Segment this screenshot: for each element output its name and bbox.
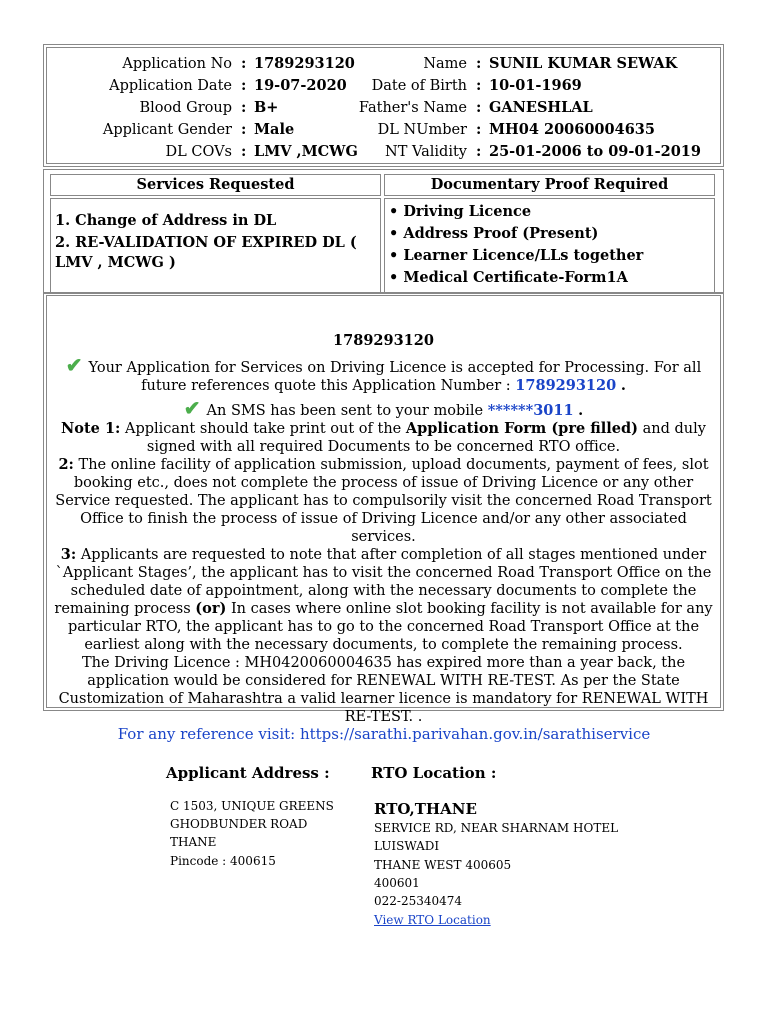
address-line: GHODBUNDER ROAD <box>170 817 308 831</box>
proof-list <box>384 198 715 294</box>
row-name <box>347 54 717 76</box>
services-box <box>43 169 724 294</box>
value-dl-number: MH04 20060004635 <box>489 121 655 138</box>
row-blood-group <box>47 98 377 120</box>
colon: : <box>241 143 247 160</box>
value-name: SUNIL KUMAR SEWAK <box>489 55 678 72</box>
service-item: 2. RE-VALIDATION OF EXPIRED DL ( LMV , MCWG ) <box>55 234 357 271</box>
check-icon: ✔ <box>65 353 83 377</box>
colon: : <box>241 77 247 94</box>
value-blood-group: B+ <box>254 99 279 116</box>
applicant-address-label: Applicant Address : <box>166 764 330 782</box>
row-nt-validity <box>347 142 717 164</box>
note3-or: (or) <box>195 600 227 617</box>
value-dob: 10-01-1969 <box>489 77 582 94</box>
expired-note: The Driving Licence : MH0420060004635 has expired more than a year back, the application would be considered for RENEWAL WITH RE-TEST. As per the State Customization of Maharashtra a valid learner licence is mandatory for RENEWAL WITH RE-TEST. . <box>58 655 709 725</box>
period: . <box>578 402 584 419</box>
row-application-date <box>47 76 377 98</box>
note2-text: The online facility of application submission, upload documents, payment of fees, slot booking etc., does not complete the process of issue of Driving Licence or any other Service requested. The applicant has to compulsorily visit the concerned Road Transport Office to finish the process of issue of Driving Licence and/or any other associated services. <box>55 457 712 545</box>
colon: : <box>476 143 482 160</box>
service-item: 1. Change of Address in DL <box>55 212 277 229</box>
rto-address-line: 400601 <box>374 876 420 890</box>
accepted-text: Your Application for Services on Driving Licence is accepted for Processing. For all future references quote this Application Number : <box>88 360 702 394</box>
note1-post: and duly signed with all required Documents to be concerned RTO office. <box>146 421 706 455</box>
note1-label: Note 1: <box>61 420 121 437</box>
colon: : <box>241 99 247 116</box>
label-application-no: Application No <box>122 56 232 72</box>
rto-name: RTO,THANE <box>374 800 477 818</box>
check-icon: ✔ <box>183 396 201 420</box>
value-nt-validity: 25-01-2006 to 09-01-2019 <box>489 143 701 160</box>
note-3 <box>51 546 716 654</box>
address-line: C 1503, UNIQUE GREENS <box>170 799 334 813</box>
proof-header: Documentary Proof Required <box>384 174 715 196</box>
rto-address-line: SERVICE RD, NEAR SHARNAM HOTEL <box>374 821 619 835</box>
period: . <box>620 377 626 394</box>
proof-item: • Learner Licence/LLs together <box>389 247 644 264</box>
note3-label: 3: <box>60 546 77 563</box>
accepted-number: 1789293120 <box>515 377 617 394</box>
note3-pre: Applicants are requested to note that after completion of all stages mentioned under `Applicant Stages’, the applicant has to visit the concerned Road Transport Office on the scheduled date of appointment, along with the necessary documents to complete the remaining process <box>54 547 712 617</box>
rto-location-label: RTO Location : <box>371 764 497 782</box>
label-blood-group: Blood Group <box>139 100 232 116</box>
label-father: Father's Name <box>358 100 467 116</box>
colon: : <box>476 77 482 94</box>
sms-text: An SMS has been sent to your mobile <box>206 403 484 419</box>
row-gender <box>47 120 377 142</box>
address-line: THANE <box>170 835 217 849</box>
row-father <box>347 98 717 120</box>
view-rto-location-link[interactable]: View RTO Location <box>374 913 491 927</box>
applicant-details-inner <box>46 47 721 164</box>
label-nt-validity: NT Validity <box>385 144 467 160</box>
value-dl-covs: LMV ,MCWG <box>254 143 358 160</box>
label-gender: Applicant Gender <box>102 122 232 138</box>
sms-mobile: ******3011 <box>487 402 574 419</box>
rto-phone: 022-25340474 <box>374 894 463 908</box>
value-father: GANESHLAL <box>489 99 593 116</box>
reference-link[interactable]: For any reference visit: https://sarathi.parivahan.gov.in/sarathiservice <box>117 725 651 743</box>
address-line: Pincode : 400615 <box>170 854 276 868</box>
services-header: Services Requested <box>50 174 381 196</box>
rto-address-line: LUISWADI <box>374 839 440 853</box>
colon: : <box>241 55 247 72</box>
proof-item: • Driving Licence <box>389 203 532 220</box>
proof-item: • Address Proof (Present) <box>389 225 599 242</box>
services-table <box>46 172 721 291</box>
message-inner <box>46 295 721 725</box>
colon: : <box>476 55 482 72</box>
colon: : <box>476 99 482 116</box>
proof-item: • Medical Certificate-Form1A <box>389 269 628 286</box>
services-list <box>50 198 381 294</box>
note-1 <box>51 420 716 456</box>
sms-message <box>51 396 716 420</box>
label-name: Name <box>423 56 467 72</box>
note3-post: In cases where online slot booking facility is not available for any particular RTO, the applicant has to go to the concerned Road Transport Office at the earliest along with the necessary documents, to complete the remaining process. <box>67 601 713 653</box>
label-application-date: Application Date <box>109 78 232 94</box>
rto-address-line: THANE WEST 400605 <box>374 858 512 872</box>
colon: : <box>241 121 247 138</box>
label-dl-number: DL NUmber <box>377 122 467 138</box>
accepted-message <box>51 353 716 395</box>
row-application-no <box>47 54 377 76</box>
message-application-number: 1789293120 <box>333 332 434 349</box>
row-dl-number <box>347 120 717 142</box>
label-dl-covs: DL COVs <box>165 144 232 160</box>
label-dob: Date of Birth <box>371 78 467 94</box>
value-gender: Male <box>254 121 295 138</box>
row-dob <box>347 76 717 98</box>
colon: : <box>476 121 482 138</box>
value-application-date: 19-07-2020 <box>254 77 347 94</box>
message-box <box>43 292 724 725</box>
note-2 <box>51 456 716 546</box>
applicant-details-box <box>43 44 724 167</box>
note1-bold: Application Form (pre filled) <box>405 420 639 437</box>
row-dl-covs <box>47 142 377 164</box>
note2-label: 2: <box>58 456 74 473</box>
value-application-no: 1789293120 <box>254 55 355 72</box>
note1-pre: Applicant should take print out of the <box>125 421 402 437</box>
